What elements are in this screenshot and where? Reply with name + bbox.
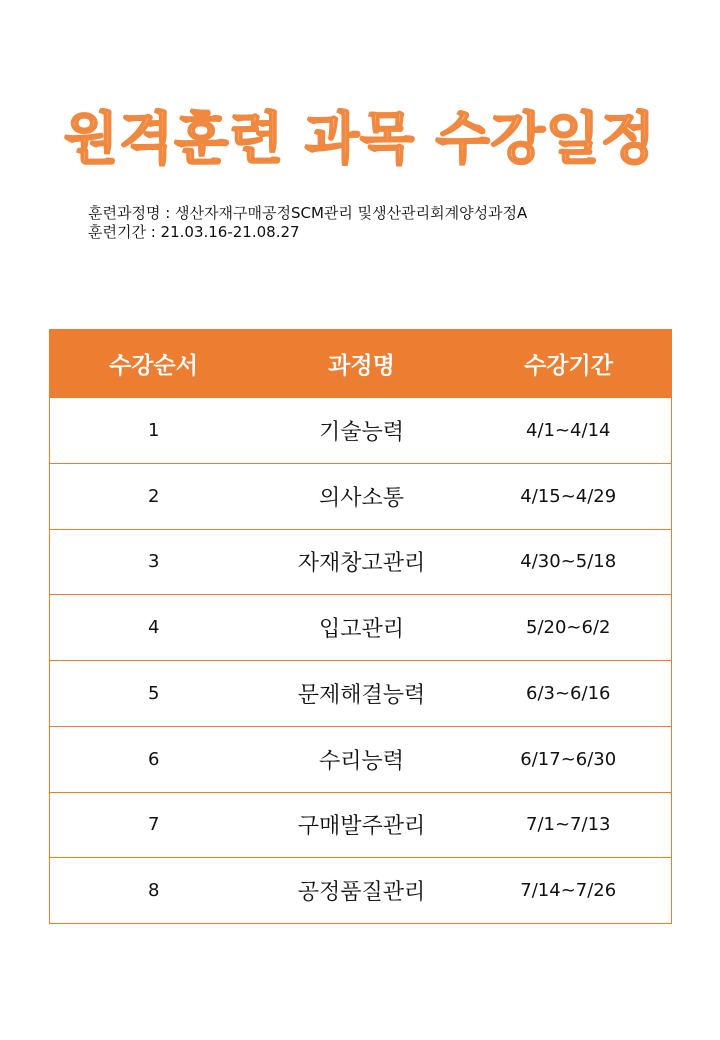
course-info (88, 204, 527, 242)
table-row (50, 792, 672, 858)
training-period-line: 훈련기간 : 21.03.16-21.08.27 (88, 223, 300, 241)
schedule-table (49, 329, 672, 924)
row-period: 4/1~4/14 (466, 398, 672, 464)
table-row (50, 595, 672, 661)
row-period: 5/20~6/2 (466, 595, 672, 661)
table-row (50, 858, 672, 924)
row-period: 4/30~5/18 (466, 529, 672, 595)
table-row (50, 726, 672, 792)
row-order: 5 (50, 661, 258, 727)
row-course: 문제해결능력 (258, 661, 466, 727)
table-row (50, 529, 672, 595)
row-order: 4 (50, 595, 258, 661)
page-title: 원격훈련 과목 수강일정 (64, 107, 656, 172)
row-period: 6/17~6/30 (466, 726, 672, 792)
row-order: 3 (50, 529, 258, 595)
row-course: 의사소통 (258, 463, 466, 529)
row-order: 6 (50, 726, 258, 792)
row-course: 구매발주관리 (258, 792, 466, 858)
header-course: 과정명 (258, 330, 466, 398)
row-period: 4/15~4/29 (466, 463, 672, 529)
table-row (50, 463, 672, 529)
row-course: 기술능력 (258, 398, 466, 464)
row-course: 수리능력 (258, 726, 466, 792)
row-course: 입고관리 (258, 595, 466, 661)
row-period: 6/3~6/16 (466, 661, 672, 727)
header-period: 수강기간 (466, 330, 672, 398)
table-row (50, 398, 672, 464)
header-order: 수강순서 (50, 330, 258, 398)
table-row (50, 661, 672, 727)
row-period: 7/14~7/26 (466, 858, 672, 924)
row-course: 공정품질관리 (258, 858, 466, 924)
row-order: 8 (50, 858, 258, 924)
course-name-line: 훈련과정명 : 생산자재구매공정SCM관리 및생산관리회계양성과정A (88, 204, 528, 222)
row-order: 2 (50, 463, 258, 529)
table-header-row (50, 330, 672, 398)
row-order: 1 (50, 398, 258, 464)
row-period: 7/1~7/13 (466, 792, 672, 858)
row-course: 자재창고관리 (258, 529, 466, 595)
row-order: 7 (50, 792, 258, 858)
